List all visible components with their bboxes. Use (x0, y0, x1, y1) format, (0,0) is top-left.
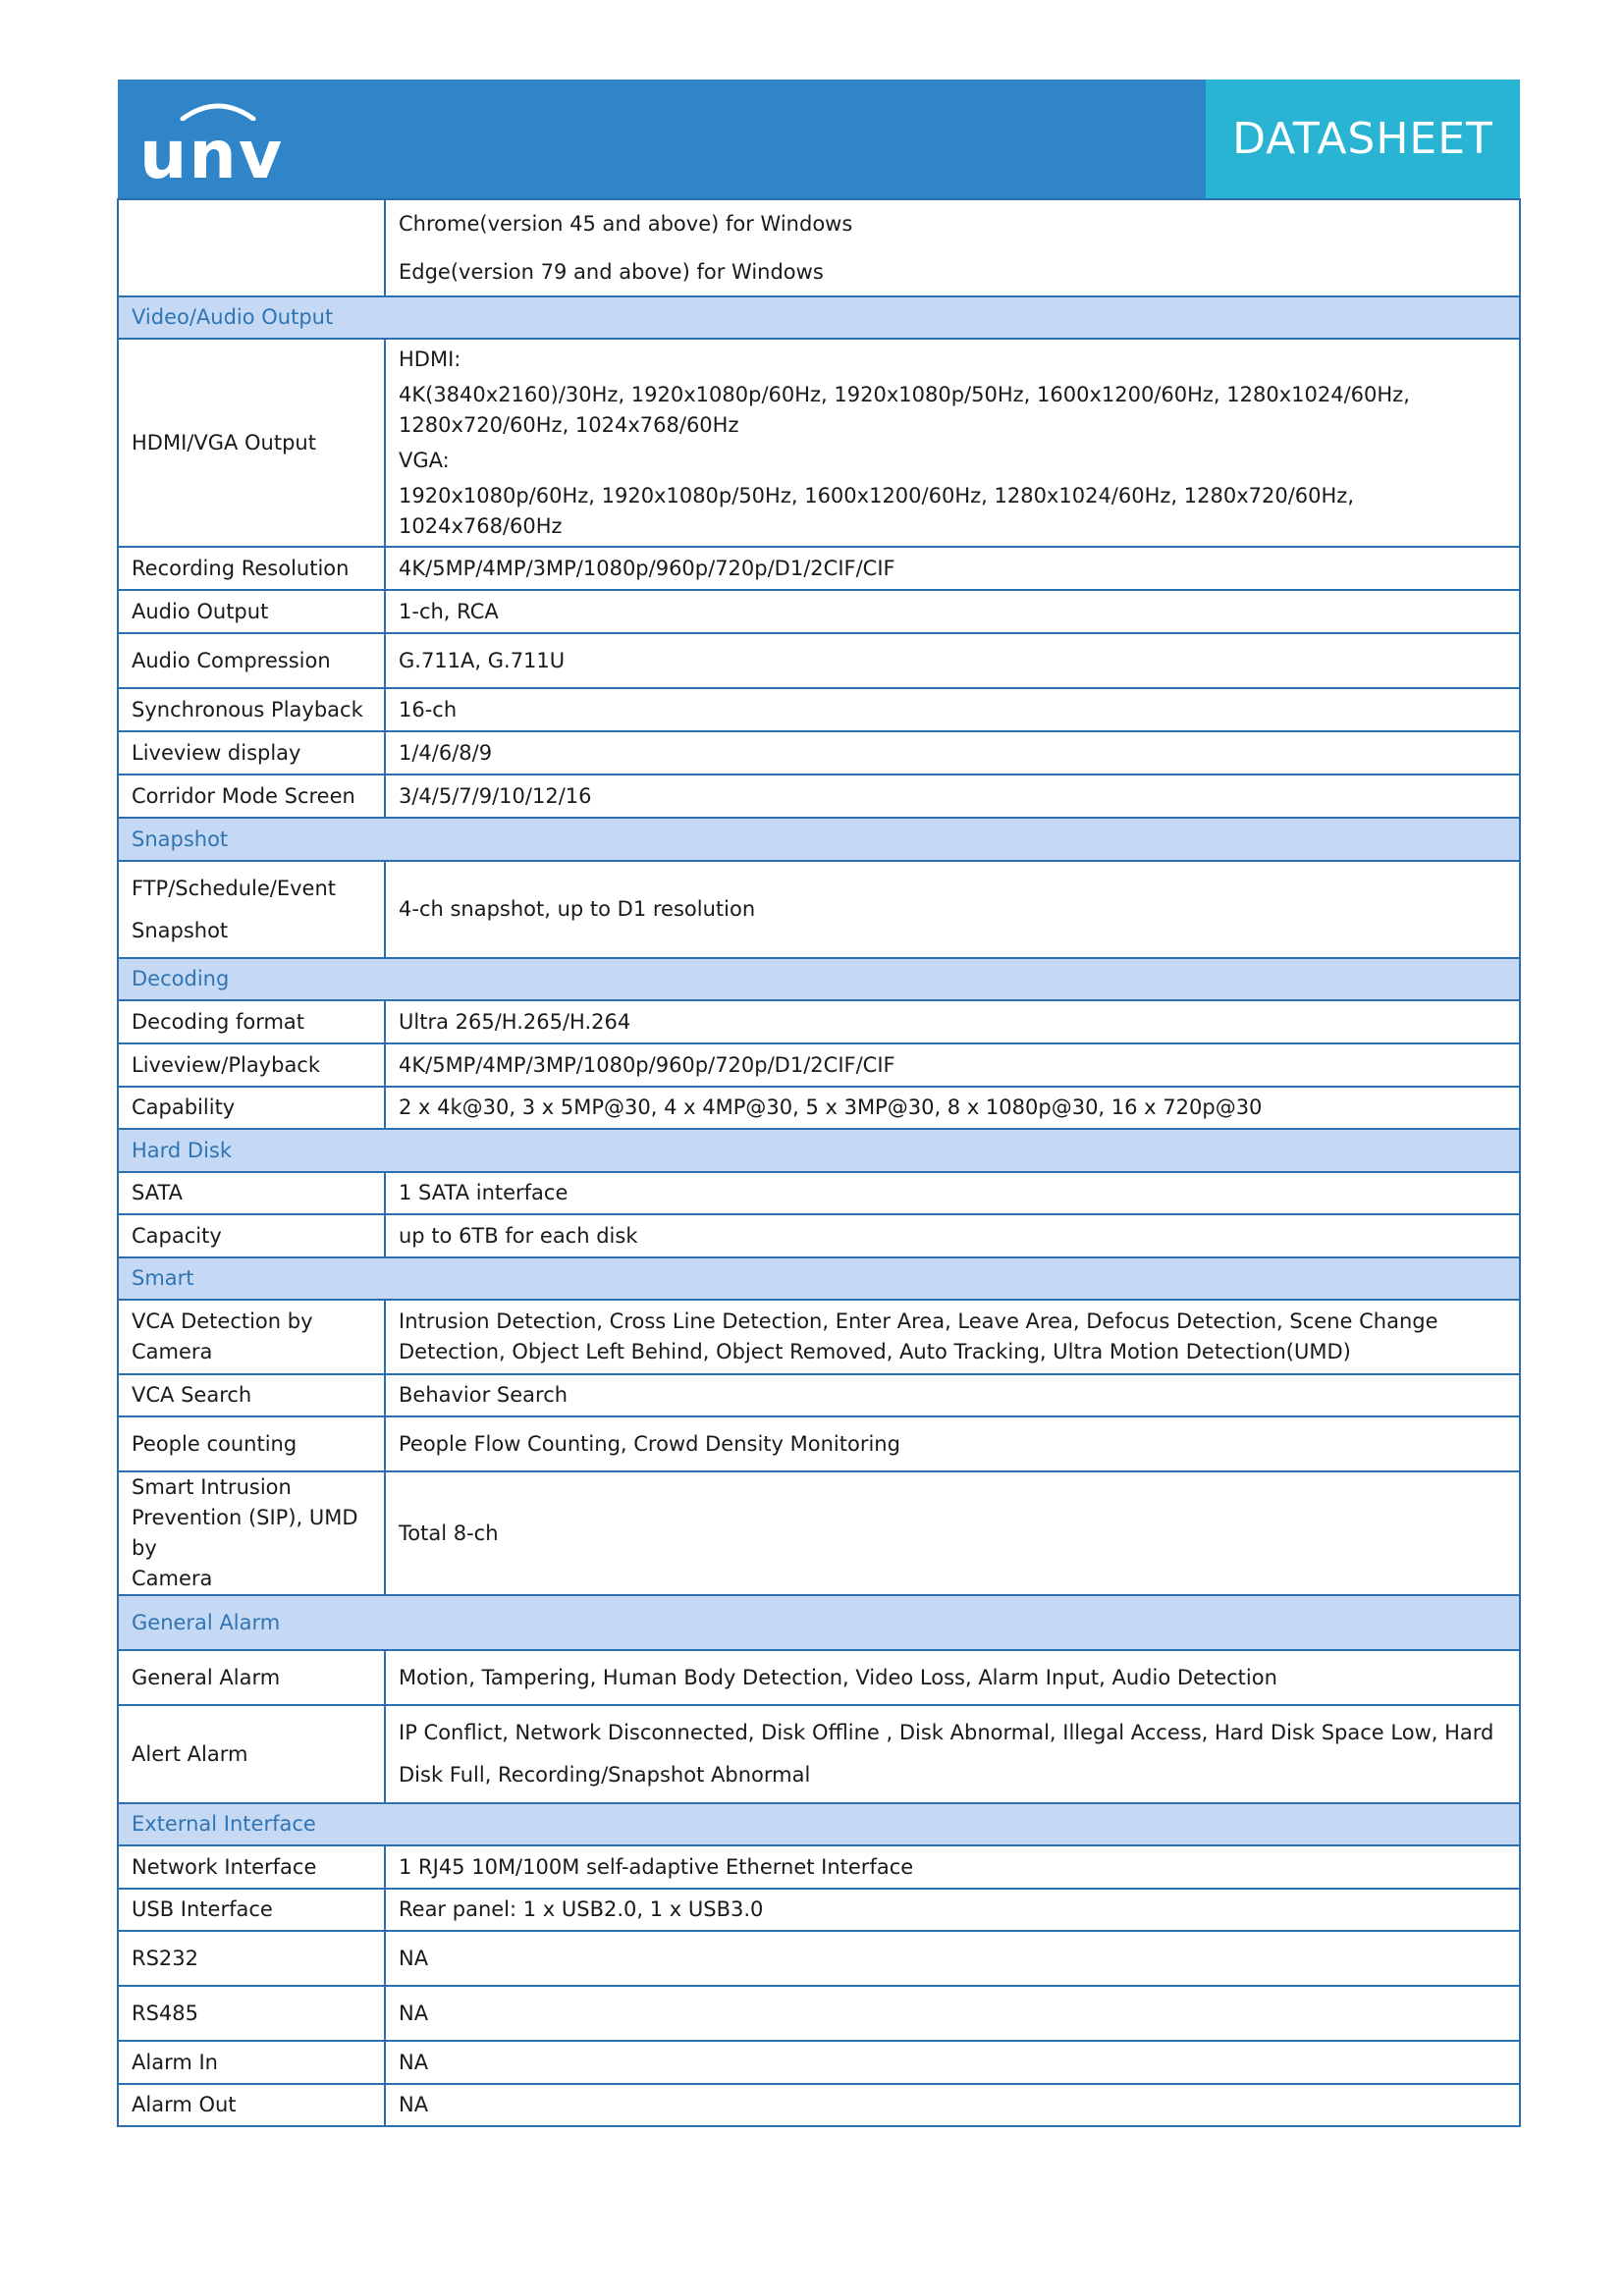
vca-detection-line: Detection, Object Left Behind, Object Removed, Auto Tracking, Ultra Motion Detection(UMD) (399, 1340, 1351, 1363)
spec-label: Synchronous Playback (118, 688, 385, 731)
hdmi-title: HDMI: (399, 347, 461, 371)
spec-label: SATA (118, 1172, 385, 1214)
spec-label: Network Interface (118, 1845, 385, 1889)
spec-value (385, 1300, 1520, 1374)
spec-label (118, 861, 385, 958)
table-row (118, 861, 1520, 958)
table-row (118, 731, 1520, 774)
table-row (118, 339, 1520, 547)
table-row (118, 199, 1520, 296)
spec-value: 4K/5MP/4MP/3MP/1080p/960p/720p/D1/2CIF/CIF (385, 547, 1520, 590)
spec-label: Alarm In (118, 2041, 385, 2084)
section-header-smart (118, 1257, 1520, 1300)
table-row (118, 1087, 1520, 1129)
section-title: External Interface (118, 1803, 1520, 1845)
section-header-hard-disk (118, 1129, 1520, 1172)
spec-label: Recording Resolution (118, 547, 385, 590)
spec-label: Corridor Mode Screen (118, 774, 385, 818)
spec-value: G.711A, G.711U (385, 633, 1520, 688)
spec-value: 1 SATA interface (385, 1172, 1520, 1214)
spec-table (117, 198, 1521, 2127)
section-title: General Alarm (118, 1595, 1520, 1650)
datasheet-header (118, 80, 1520, 198)
table-row (118, 590, 1520, 633)
logo-text: unv (139, 117, 285, 194)
spec-value: Motion, Tampering, Human Body Detection, Video Loss, Alarm Input, Audio Detection (385, 1650, 1520, 1705)
spec-label: VCA Detection by Camera (118, 1300, 385, 1374)
datasheet-title: DATASHEET (1232, 114, 1493, 164)
spec-value: 1 RJ45 10M/100M self-adaptive Ethernet Interface (385, 1845, 1520, 1889)
spec-value: Ultra 265/H.265/H.264 (385, 1000, 1520, 1043)
section-header-snapshot (118, 818, 1520, 861)
hdmi-line: 1280x720/60Hz, 1024x768/60Hz (399, 412, 739, 437)
spec-label: Alert Alarm (118, 1705, 385, 1803)
section-title: Snapshot (118, 818, 1520, 861)
spec-label: RS485 (118, 1986, 385, 2041)
spec-label (118, 199, 385, 296)
spec-label: VCA Search (118, 1374, 385, 1416)
spec-value: NA (385, 2041, 1520, 2084)
table-row (118, 1471, 1520, 1595)
alert-alarm-line: IP Conflict, Network Disconnected, Disk Offline , Disk Abnormal, Illegal Access, Hard Disk Space Low, Hard (399, 1721, 1494, 1744)
spec-label: People counting (118, 1416, 385, 1471)
table-row (118, 1931, 1520, 1986)
spec-value (385, 199, 1520, 296)
spec-value: NA (385, 1931, 1520, 1986)
spec-value: 16-ch (385, 688, 1520, 731)
spec-label: Alarm Out (118, 2084, 385, 2126)
spec-value: NA (385, 1986, 1520, 2041)
spec-label: Audio Output (118, 590, 385, 633)
table-row (118, 688, 1520, 731)
section-header-external-interface (118, 1803, 1520, 1845)
section-header-decoding (118, 958, 1520, 1000)
spec-value: People Flow Counting, Crowd Density Monitoring (385, 1416, 1520, 1471)
spec-value (385, 339, 1520, 547)
spec-label: Decoding format (118, 1000, 385, 1043)
snapshot-label-line: Snapshot (132, 918, 229, 942)
section-title: Hard Disk (118, 1129, 1520, 1172)
spec-label: Liveview/Playback (118, 1043, 385, 1087)
spec-label: RS232 (118, 1931, 385, 1986)
table-row (118, 1986, 1520, 2041)
spec-value: 1/4/6/8/9 (385, 731, 1520, 774)
spec-value: 4-ch snapshot, up to D1 resolution (385, 861, 1520, 958)
snapshot-label-line: FTP/Schedule/Event (132, 876, 337, 900)
table-row (118, 1845, 1520, 1889)
spec-label: Audio Compression (118, 633, 385, 688)
spec-label: General Alarm (118, 1650, 385, 1705)
table-row (118, 1416, 1520, 1471)
table-row (118, 633, 1520, 688)
spec-value: 1-ch, RCA (385, 590, 1520, 633)
spec-label: Liveview display (118, 731, 385, 774)
spec-value (385, 1705, 1520, 1803)
spec-label (118, 1471, 385, 1595)
browser-edge-line: Edge(version 79 and above) for Windows (399, 259, 824, 284)
spec-value: 4K/5MP/4MP/3MP/1080p/960p/720p/D1/2CIF/CIF (385, 1043, 1520, 1087)
section-header-general-alarm (118, 1595, 1520, 1650)
table-row (118, 1300, 1520, 1374)
table-row (118, 2084, 1520, 2126)
hdmi-line: 4K(3840x2160)/30Hz, 1920x1080p/60Hz, 1920x1080p/50Hz, 1600x1200/60Hz, 1280x1024/60Hz, (399, 382, 1410, 406)
spec-label: USB Interface (118, 1889, 385, 1931)
vga-line: 1920x1080p/60Hz, 1920x1080p/50Hz, 1600x1200/60Hz, 1280x1024/60Hz, 1280x720/60Hz, (399, 483, 1355, 507)
section-title: Video/Audio Output (118, 296, 1520, 339)
section-title: Decoding (118, 958, 1520, 1000)
spec-value: Rear panel: 1 x USB2.0, 1 x USB3.0 (385, 1889, 1520, 1931)
section-header-video-audio (118, 296, 1520, 339)
table-row (118, 1214, 1520, 1257)
spec-label: Capacity (118, 1214, 385, 1257)
table-row (118, 1889, 1520, 1931)
sip-label-line: Camera (132, 1567, 213, 1590)
table-row (118, 1374, 1520, 1416)
table-row (118, 774, 1520, 818)
vga-title: VGA: (399, 448, 450, 472)
spec-value: 2 x 4k@30, 3 x 5MP@30, 4 x 4MP@30, 5 x 3MP@30, 8 x 1080p@30, 16 x 720p@30 (385, 1087, 1520, 1129)
table-row (118, 1172, 1520, 1214)
table-row (118, 547, 1520, 590)
spec-value: 3/4/5/7/9/10/12/16 (385, 774, 1520, 818)
table-row (118, 1705, 1520, 1803)
spec-value: NA (385, 2084, 1520, 2126)
alert-alarm-line: Disk Full, Recording/Snapshot Abnormal (399, 1763, 811, 1787)
section-title: Smart (118, 1257, 1520, 1300)
vca-detection-line: Intrusion Detection, Cross Line Detection, Enter Area, Leave Area, Defocus Detection, Scene Change (399, 1309, 1438, 1333)
table-row (118, 1000, 1520, 1043)
browser-chrome-line: Chrome(version 45 and above) for Windows (399, 211, 853, 236)
spec-label: HDMI/VGA Output (118, 339, 385, 547)
table-row (118, 1043, 1520, 1087)
table-row (118, 1650, 1520, 1705)
table-row (118, 2041, 1520, 2084)
spec-value: up to 6TB for each disk (385, 1214, 1520, 1257)
spec-value: Behavior Search (385, 1374, 1520, 1416)
spec-value: Total 8-ch (385, 1471, 1520, 1595)
datasheet-badge (1206, 80, 1520, 198)
brand-logo (118, 80, 1206, 198)
sip-label-line: Prevention (SIP), UMD by (132, 1506, 358, 1560)
vga-line: 1024x768/60Hz (399, 513, 563, 538)
sip-label-line: Smart Intrusion (132, 1475, 292, 1499)
spec-label: Capability (118, 1087, 385, 1129)
